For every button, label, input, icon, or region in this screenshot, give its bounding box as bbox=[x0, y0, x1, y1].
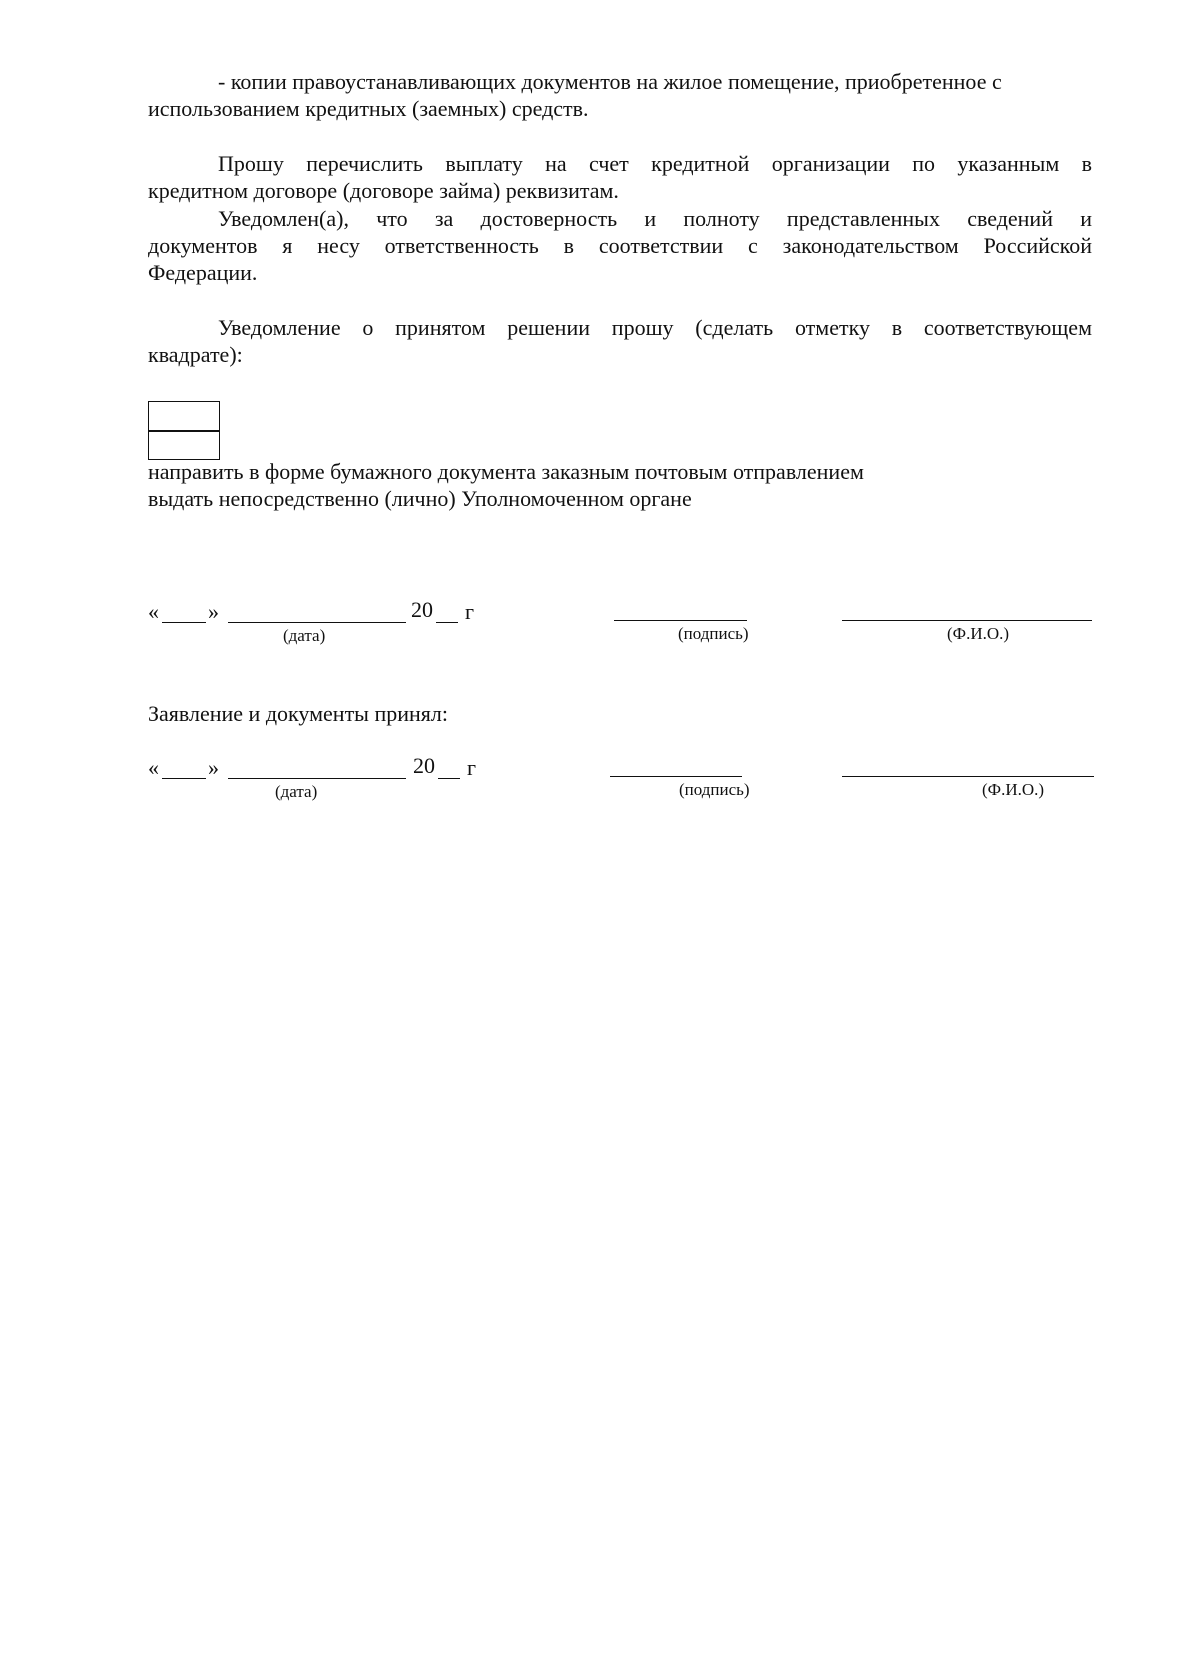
signature-blank[interactable] bbox=[614, 620, 747, 621]
transfer-line-2: кредитном договоре (договоре займа) реквизитам. bbox=[148, 178, 619, 203]
signature-caption: (подпись) bbox=[678, 624, 749, 643]
date-quote-close: » bbox=[208, 599, 219, 624]
date-quote-open: « bbox=[148, 599, 159, 624]
name-blank[interactable] bbox=[842, 620, 1092, 621]
receiver-name-blank[interactable] bbox=[842, 776, 1094, 777]
year-blank[interactable] bbox=[436, 622, 458, 623]
option-in-person-label: выдать непосредственно (лично) Уполномоченном органе bbox=[148, 486, 692, 511]
copies-line-2: использованием кредитных (заемных) средств. bbox=[148, 96, 589, 121]
receiver-year-suffix: г bbox=[467, 755, 477, 780]
option-in-person-checkbox[interactable] bbox=[148, 430, 220, 460]
receiver-year-blank[interactable] bbox=[438, 778, 460, 779]
option-paper-label: направить в форме бумажного документа заказным почтовым отправлением bbox=[148, 459, 864, 484]
year-prefix: 20 bbox=[411, 597, 433, 622]
receiver-year-prefix: 20 bbox=[413, 753, 435, 778]
notified-line-1: Уведомлен(а), что за достоверность и полноту представленных сведений и bbox=[218, 206, 1092, 231]
month-blank[interactable] bbox=[228, 622, 406, 623]
receiver-date-caption: (дата) bbox=[275, 782, 318, 801]
option-paper-checkbox[interactable] bbox=[148, 401, 220, 432]
receiver-day-blank[interactable] bbox=[162, 778, 206, 779]
notified-line-2: документов я несу ответственность в соответствии с законодательством Российской bbox=[148, 233, 1092, 258]
transfer-line-1: Прошу перечислить выплату на счет кредитной организации по указанным в bbox=[218, 151, 1092, 176]
receiver-signature-blank[interactable] bbox=[610, 776, 742, 777]
receiver-signature-caption: (подпись) bbox=[679, 780, 750, 799]
year-suffix: г bbox=[465, 599, 475, 624]
name-caption: (Ф.И.О.) bbox=[947, 624, 1010, 643]
receiver-date-quote-close: » bbox=[208, 755, 219, 780]
notified-line-3: Федерации. bbox=[148, 260, 258, 285]
receiver-date-quote-open: « bbox=[148, 755, 159, 780]
receiver-month-blank[interactable] bbox=[228, 778, 406, 779]
day-blank[interactable] bbox=[162, 622, 206, 623]
copies-line-1: - копии правоустанавливающих документов на жилое помещение, приобретенное с bbox=[218, 69, 1002, 94]
receiver-name-caption: (Ф.И.О.) bbox=[982, 780, 1045, 799]
notice-line-2: квадрате): bbox=[148, 342, 243, 367]
received-heading: Заявление и документы принял: bbox=[148, 701, 448, 726]
date-caption: (дата) bbox=[283, 626, 326, 645]
notice-line-1: Уведомление о принятом решении прошу (сделать отметку в соответствующем bbox=[218, 315, 1092, 340]
